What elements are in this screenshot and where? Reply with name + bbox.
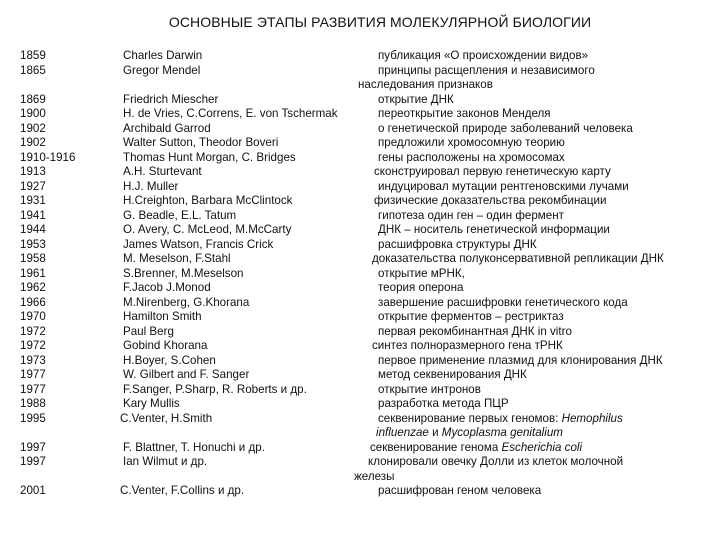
discovery-text: теория оперона (378, 281, 464, 294)
year: 1977 (20, 368, 46, 381)
discovery-text: первое применение плазмид для клонирования ДНК (378, 353, 663, 367)
discovery-line (378, 49, 588, 64)
year: 1944 (20, 223, 46, 236)
discovery (378, 354, 663, 369)
discovery-line (376, 426, 623, 441)
discovery-line (378, 64, 595, 79)
discovery (372, 252, 664, 267)
scientists: F.Jacob J.Monod (123, 281, 211, 294)
scientists: S.Brenner, M.Meselson (123, 266, 244, 280)
year: 1902 (20, 136, 46, 149)
discovery-line (378, 267, 465, 282)
discovery (378, 397, 509, 412)
scientists: M.Nirenberg, G.Khorana (123, 295, 250, 309)
discovery (378, 310, 564, 325)
page-title: ОСНОВНЫЕ ЭТАПЫ РАЗВИТИЯ МОЛЕКУЛЯРНОЙ БИОЛОГИИ (168, 14, 592, 30)
year: 2001 (20, 484, 46, 497)
discovery-line (378, 397, 509, 412)
discovery-line (378, 136, 565, 151)
discovery (378, 151, 565, 166)
discovery-line (378, 383, 481, 398)
discovery-line (378, 484, 541, 499)
discovery-text: открытие мРНК, (378, 266, 465, 280)
discovery (378, 136, 565, 151)
discovery-line (378, 412, 623, 427)
discovery-text: разработка метода ПЦР (378, 397, 509, 410)
discovery-line (378, 354, 663, 369)
discovery (378, 180, 629, 195)
year: 1958 (20, 252, 46, 265)
discovery (378, 325, 572, 340)
scientists: C.Venter, F.Collins и др. (120, 484, 245, 497)
scientists: Gobind Khorana (123, 339, 208, 352)
discovery-line (378, 223, 610, 238)
discovery-text: и (428, 426, 442, 439)
year: 1997 (20, 440, 46, 454)
year: 1931 (20, 194, 46, 207)
discovery-text: открытие ферментов – рестриктаз (378, 310, 564, 323)
scientists: James Watson, Francis Crick (123, 237, 274, 251)
scientists: H. de Vries, C.Correns, E. von Tschermak (123, 107, 338, 120)
discovery-text: принципы расщепления и независимого (378, 63, 595, 77)
discovery-text: секвенирование первых геномов: (378, 411, 562, 425)
discovery-line (378, 296, 628, 311)
discovery-text: о генетической природе заболеваний человека (378, 121, 633, 135)
scientists: Thomas Hunt Morgan, C. Bridges (123, 150, 296, 164)
year: 1913 (20, 165, 46, 178)
discovery-text: наследования признаков (358, 78, 493, 91)
year: 1869 (20, 92, 46, 106)
discovery-text: первая рекомбинантная ДНК in vitro (378, 324, 572, 338)
discovery (378, 107, 551, 122)
discovery (372, 339, 563, 354)
discovery-text: открытие ДНК (378, 92, 454, 106)
discovery (374, 194, 607, 209)
scientists: Gregor Mendel (123, 63, 201, 77)
year: 1953 (20, 237, 46, 251)
discovery-text: ДНК – носитель генетической информации (378, 223, 610, 236)
discovery-line (378, 238, 537, 253)
discovery-text: метод секвенирования ДНК (378, 368, 527, 381)
discovery-line (378, 209, 564, 224)
scientists: A.H. Sturtevant (123, 165, 202, 178)
discovery-line (354, 470, 623, 485)
discovery (378, 412, 623, 441)
discovery-text: открытие интронов (378, 382, 481, 396)
discovery-text: доказательства полуконсервативной репликации ДНК (372, 252, 664, 265)
discovery-line (378, 93, 454, 108)
discovery-text: гены расположены на хромосомах (378, 150, 565, 164)
year: 1966 (20, 295, 46, 309)
year: 1997 (20, 455, 46, 468)
discovery (378, 383, 481, 398)
discovery-text: клонировали овечку Долли из клеток молочной (368, 455, 624, 468)
scientists: Walter Sutton, Theodor Boveri (123, 136, 279, 149)
discovery (378, 368, 527, 383)
discovery (370, 440, 583, 456)
year: 1961 (20, 266, 46, 280)
discovery-line (374, 165, 611, 180)
discovery (374, 165, 611, 180)
year: 1972 (20, 324, 46, 338)
discovery (378, 484, 541, 499)
discovery-text: синтез полноразмерного гена тРНК (372, 339, 563, 352)
discovery-text: предложили хромосомную теорию (378, 136, 565, 149)
discovery (378, 281, 463, 296)
discovery-line (378, 325, 572, 340)
scientists: H.Creighton, Barbara McClintock (123, 194, 293, 207)
year: 1910-1916 (20, 150, 76, 164)
year: 1988 (20, 397, 46, 410)
year: 1941 (20, 208, 46, 222)
scientists: F. Blattner, T. Honuchi и др. (123, 440, 265, 454)
scientists: Kary Mullis (123, 397, 180, 410)
discovery-line (378, 281, 463, 296)
species-name: Hemophilus (561, 411, 623, 425)
discovery (358, 63, 595, 93)
discovery-text: завершение расшифровки генетического кода (378, 295, 628, 309)
year: 1859 (20, 49, 46, 62)
year: 1970 (20, 310, 46, 323)
discovery-text: индуцировал мутации рентгеновскими лучами (378, 179, 629, 193)
discovery (378, 49, 588, 64)
discovery-line (378, 122, 633, 137)
year: 1973 (20, 353, 46, 367)
discovery-line (378, 368, 527, 383)
discovery (354, 455, 624, 484)
discovery (378, 122, 633, 137)
discovery-text: физические доказательства рекомбинации (374, 194, 607, 207)
discovery-text: публикация «О происхождении видов» (378, 49, 589, 62)
scientists: M. Meselson, F.Stahl (123, 252, 231, 265)
scientists: F.Sanger, P.Sharp, R. Roberts и др. (123, 382, 307, 396)
discovery (378, 296, 628, 311)
scientists: Friedrich Miescher (123, 92, 219, 106)
discovery-line (374, 194, 606, 209)
scientists: G. Beadle, E.L. Tatum (123, 208, 237, 222)
discovery-line (370, 441, 582, 456)
species-name: influenzae (376, 426, 429, 439)
scientists: C.Venter, H.Smith (120, 411, 213, 425)
year: 1972 (20, 339, 46, 352)
discovery-line (378, 151, 565, 166)
discovery-line (368, 455, 623, 470)
discovery (378, 238, 537, 253)
discovery-line (378, 310, 564, 325)
scientists: Charles Darwin (123, 49, 203, 62)
year: 1865 (20, 63, 46, 77)
discovery-text: расшифровка структуры ДНК (378, 237, 537, 251)
discovery-line (372, 339, 563, 354)
scientists: Archibald Garrod (123, 121, 211, 135)
scientists: Hamilton Smith (123, 310, 202, 323)
discovery-line (378, 107, 551, 122)
discovery-text: расшифрован геном человека (378, 484, 542, 497)
year: 1977 (20, 382, 46, 396)
discovery-text: секвенирование генома (370, 440, 502, 454)
discovery (378, 267, 465, 282)
year: 1962 (20, 281, 46, 294)
scientists: Paul Berg (123, 324, 174, 338)
year: 1900 (20, 107, 46, 120)
scientists: Ian Wilmut и др. (123, 455, 208, 468)
scientists: O. Avery, C. McLeod, M.McCarty (123, 223, 292, 236)
discovery-text: сконструировал первую генетическую карту (374, 165, 611, 178)
discovery (378, 93, 454, 108)
discovery-line (358, 78, 595, 93)
discovery-text: гипотеза один ген – один фермент (378, 208, 564, 222)
year: 1927 (20, 179, 46, 193)
discovery-text: переоткрытие законов Менделя (378, 107, 551, 120)
year: 1902 (20, 121, 46, 135)
scientists: H.Boyer, S.Cohen (123, 353, 216, 367)
scientists: H.J. Muller (123, 179, 179, 193)
species-name: Escherichia coli (501, 440, 583, 454)
discovery (378, 223, 610, 238)
discovery-text: железы (354, 469, 395, 483)
discovery (378, 209, 564, 224)
scientists: W. Gilbert and F. Sanger (123, 368, 250, 381)
year: 1995 (20, 411, 46, 425)
species-name: Mycoplasma genitalium (441, 426, 563, 439)
discovery-line (372, 252, 664, 267)
discovery-line (378, 180, 629, 195)
